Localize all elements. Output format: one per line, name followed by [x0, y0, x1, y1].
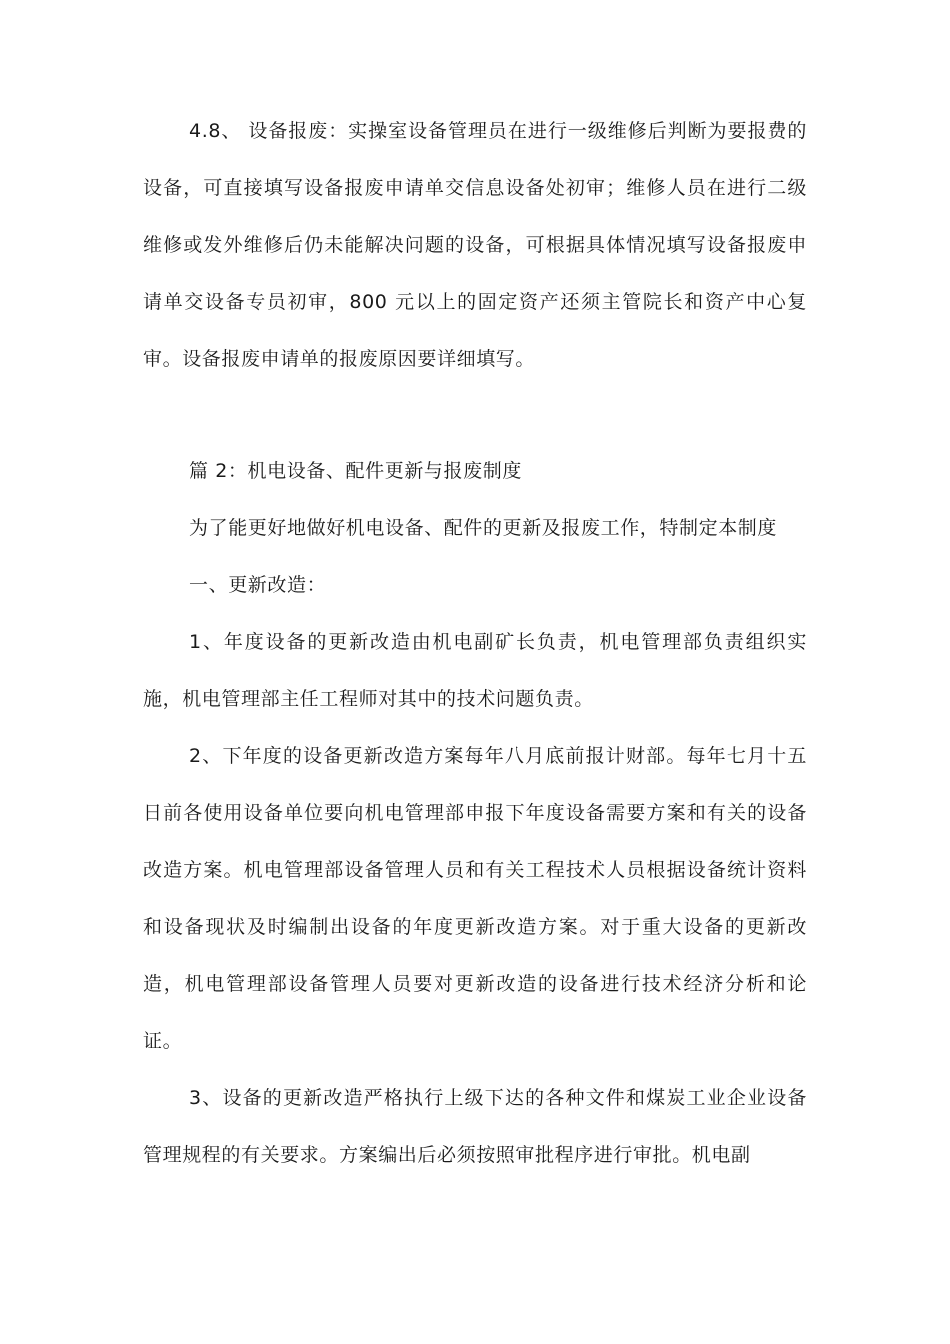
- list-item-3: 3、设备的更新改造严格执行上级下达的各种文件和煤炭工业企业设备管理规程的有关要求。方案编出后必须按照审批程序进行审批。机电副: [143, 1087, 807, 1166]
- list-item-2: 2、下年度的设备更新改造方案每年八月底前报计财部。每年七月十五日前各使用设备单位要向机电管理部申报下年度设备需要方案和有关的设备改造方案。机电管理部设备管理人员和有关工程技术人员根据设备统计资料和设备现状及时编制出设备的年度更新改造方案。对于重大设备的更新改造，机电管理部设备管理人员要对更新改造的设备进行技术经济分析和论证。: [143, 745, 807, 1052]
- heading-renovation: 一、更新改造：: [189, 574, 327, 596]
- list-item-1: 1、年度设备的更新改造由机电副矿长负责，机电管理部负责组织实施，机电管理部主任工程师对其中的技术问题负责。: [143, 631, 807, 710]
- section-title: 篇 2：机电设备、配件更新与报废制度: [189, 460, 522, 482]
- paragraph-4-8: 4.8、 设备报废：实操室设备管理员在进行一级维修后判断为要报费的设备，可直接填写设备报废申请单交信息设备处初审；维修人员在进行二级维修或发外维修后仍未能解决问题的设备，可根据具体情况填写设备报废申请单交设备专员初审，800 元以上的固定资产还须主管院长和资产中心复审。设备报废申请单的报废原因要详细填写。: [143, 120, 807, 370]
- intro-paragraph: 为了能更好地做好机电设备、配件的更新及报废工作，特制定本制度: [189, 517, 778, 539]
